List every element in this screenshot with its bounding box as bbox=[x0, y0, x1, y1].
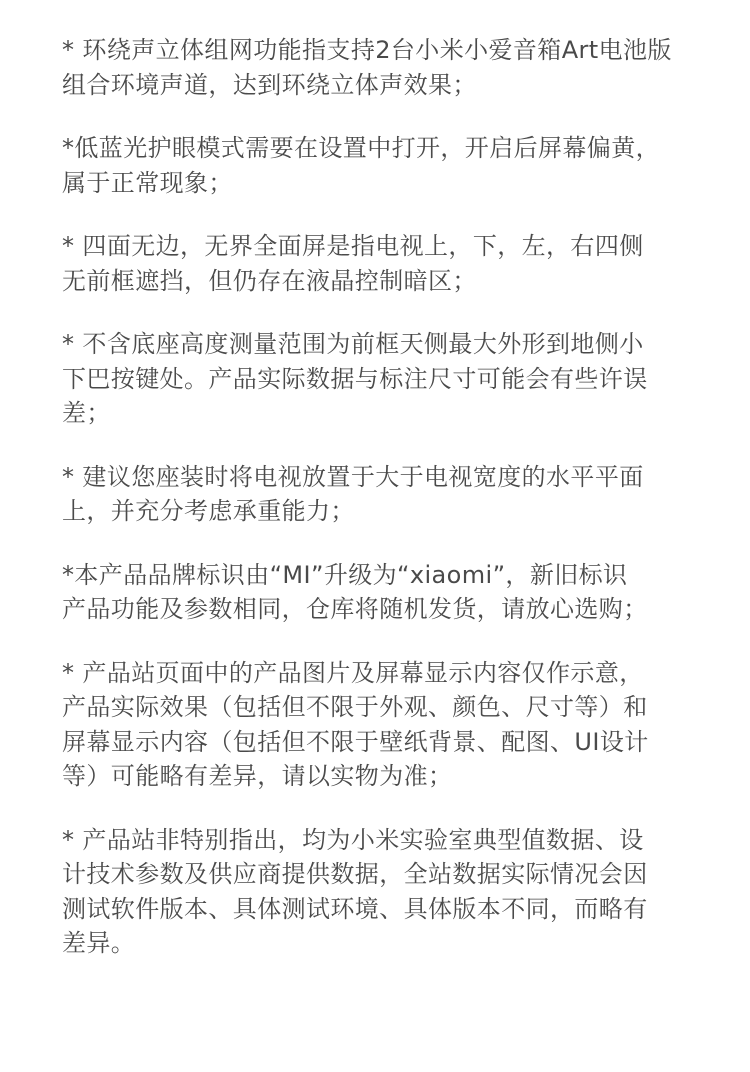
note-line: 产品实际效果（包括但不限于外观、颜色、尺寸等）和 bbox=[62, 693, 648, 721]
note-line: 属于正常现象； bbox=[62, 168, 233, 197]
note-images-illustrative bbox=[62, 656, 672, 794]
note-line: * 产品站非特别指出，均为小米实验室典型值数据、设 bbox=[62, 825, 644, 854]
note-brand-logo bbox=[62, 558, 672, 627]
note-line: 等）可能略有差异，请以实物为准； bbox=[62, 762, 453, 790]
note-stand-placement bbox=[62, 460, 672, 529]
note-line: 上，并充分考虑承重能力； bbox=[62, 497, 355, 525]
note-surround-sound bbox=[62, 33, 672, 102]
note-borderless-screen bbox=[62, 229, 672, 298]
note-line: *本产品品牌标识由“MI”升级为“xiaomi”，新旧标识 bbox=[62, 560, 628, 589]
note-line: * 四面无边，无界全面屏是指电视上，下，左，右四侧 bbox=[62, 232, 644, 260]
note-line: 下巴按键处。产品实际数据与标注尺寸可能会有些许误 bbox=[62, 364, 648, 393]
note-line: * 不含底座高度测量范围为前框天侧最大外形到地侧小 bbox=[62, 330, 644, 358]
note-dimension-measurement bbox=[62, 327, 672, 431]
note-line: 屏幕显示内容（包括但不限于壁纸背景、配图、UI设计 bbox=[62, 727, 649, 756]
note-line: *低蓝光护眼模式需要在设置中打开，开启后屏幕偏黄， bbox=[62, 134, 660, 162]
note-line: 计技术参数及供应商提供数据，全站数据实际情况会因 bbox=[62, 860, 648, 888]
note-line: 无前框遮挡，但仍存在液晶控制暗区； bbox=[62, 266, 477, 295]
note-line: 测试软件版本、具体测试环境、具体版本不同，而略有 bbox=[62, 894, 648, 923]
note-lab-data bbox=[62, 823, 672, 961]
note-low-blue-light bbox=[62, 131, 672, 200]
note-line: 组合环境声道，达到环绕立体声效果； bbox=[62, 70, 477, 99]
note-line: * 建议您座装时将电视放置于大于电视宽度的水平平面 bbox=[62, 462, 644, 491]
note-line: 差； bbox=[62, 399, 111, 427]
note-line: * 环绕声立体组网功能指支持2台小米小爱音箱Art电池版 bbox=[62, 36, 672, 64]
note-line: 差异。 bbox=[62, 929, 136, 957]
product-notes-list bbox=[62, 33, 672, 990]
note-line: 产品功能及参数相同，仓库将随机发货，请放心选购； bbox=[62, 595, 648, 623]
note-line: * 产品站页面中的产品图片及屏幕显示内容仅作示意， bbox=[62, 658, 644, 687]
